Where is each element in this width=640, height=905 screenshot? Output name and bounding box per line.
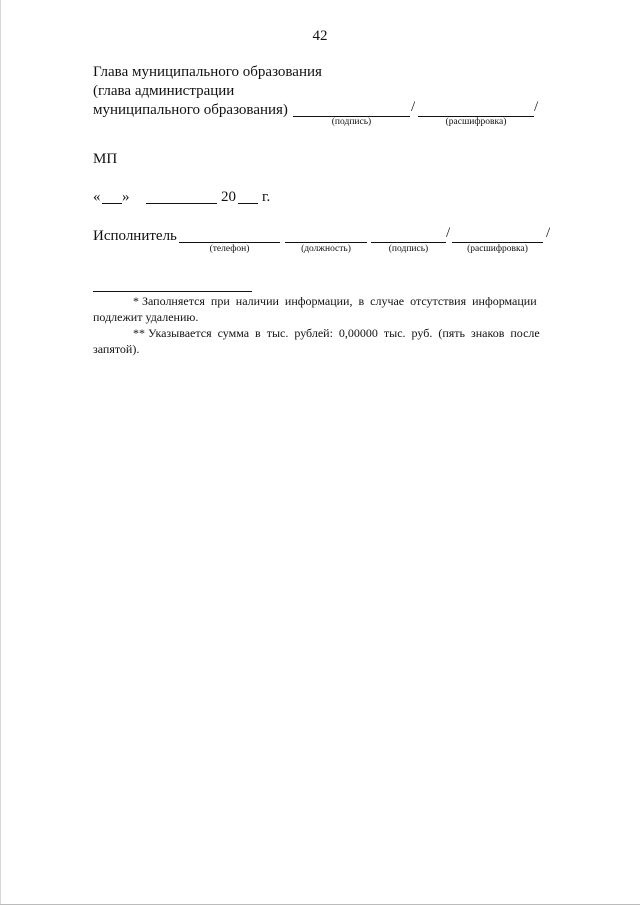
- footnote-separator: [93, 291, 252, 292]
- page-number: 42: [312, 28, 328, 44]
- date-close-quote: »: [122, 189, 130, 205]
- date-year-prefix: 20: [221, 189, 236, 205]
- executor-decoding-line[interactable]: [452, 242, 543, 243]
- head-title-line1: Глава муниципального образования: [93, 64, 322, 80]
- executor-position-line[interactable]: [285, 242, 367, 243]
- date-open-quote: «: [93, 189, 101, 205]
- stamp-label: МП: [93, 151, 118, 167]
- footnote-1-line1: [133, 293, 537, 309]
- executor-signature-caption: (подпись): [388, 244, 429, 254]
- footnote-2-text: Указывается сумма в тыс. рублей: 0,00000 тыс. руб. (пять знаков после: [148, 326, 540, 340]
- date-month-line[interactable]: [146, 203, 217, 204]
- executor-phone-caption: (телефон): [209, 244, 250, 254]
- head-slash: /: [411, 99, 416, 115]
- head-title-line2: (глава администрации: [93, 83, 235, 99]
- footnote-1-line2: подлежит удалению.: [93, 310, 199, 324]
- footnote-1-marker: *: [133, 294, 139, 308]
- executor-decoding-caption: (расшифровка): [467, 244, 528, 254]
- executor-position-caption: (должность): [301, 244, 351, 254]
- footnote-2-marker: **: [133, 326, 145, 340]
- head-decoding-caption: (расшифровка): [445, 117, 507, 127]
- head-signature-caption: (подпись): [331, 117, 372, 127]
- head-slash-end: /: [534, 99, 539, 115]
- footnote-2-line1: [133, 325, 540, 341]
- footnote-2-line2: запятой).: [93, 342, 140, 356]
- head-title-line3: муниципального образования): [93, 102, 288, 118]
- scan-edge-left: [0, 0, 1, 905]
- date-year-suffix: г.: [262, 189, 271, 205]
- executor-signature-line[interactable]: [371, 242, 446, 243]
- executor-label: Исполнитель: [93, 228, 177, 244]
- date-year-line[interactable]: [238, 203, 258, 204]
- executor-slash: /: [446, 225, 451, 241]
- date-day-line[interactable]: [102, 203, 122, 204]
- executor-slash-end: /: [546, 225, 551, 241]
- executor-phone-line[interactable]: [179, 242, 280, 243]
- footnote-1-text: Заполняется при наличии информации, в случае отсутствия информации: [142, 294, 537, 308]
